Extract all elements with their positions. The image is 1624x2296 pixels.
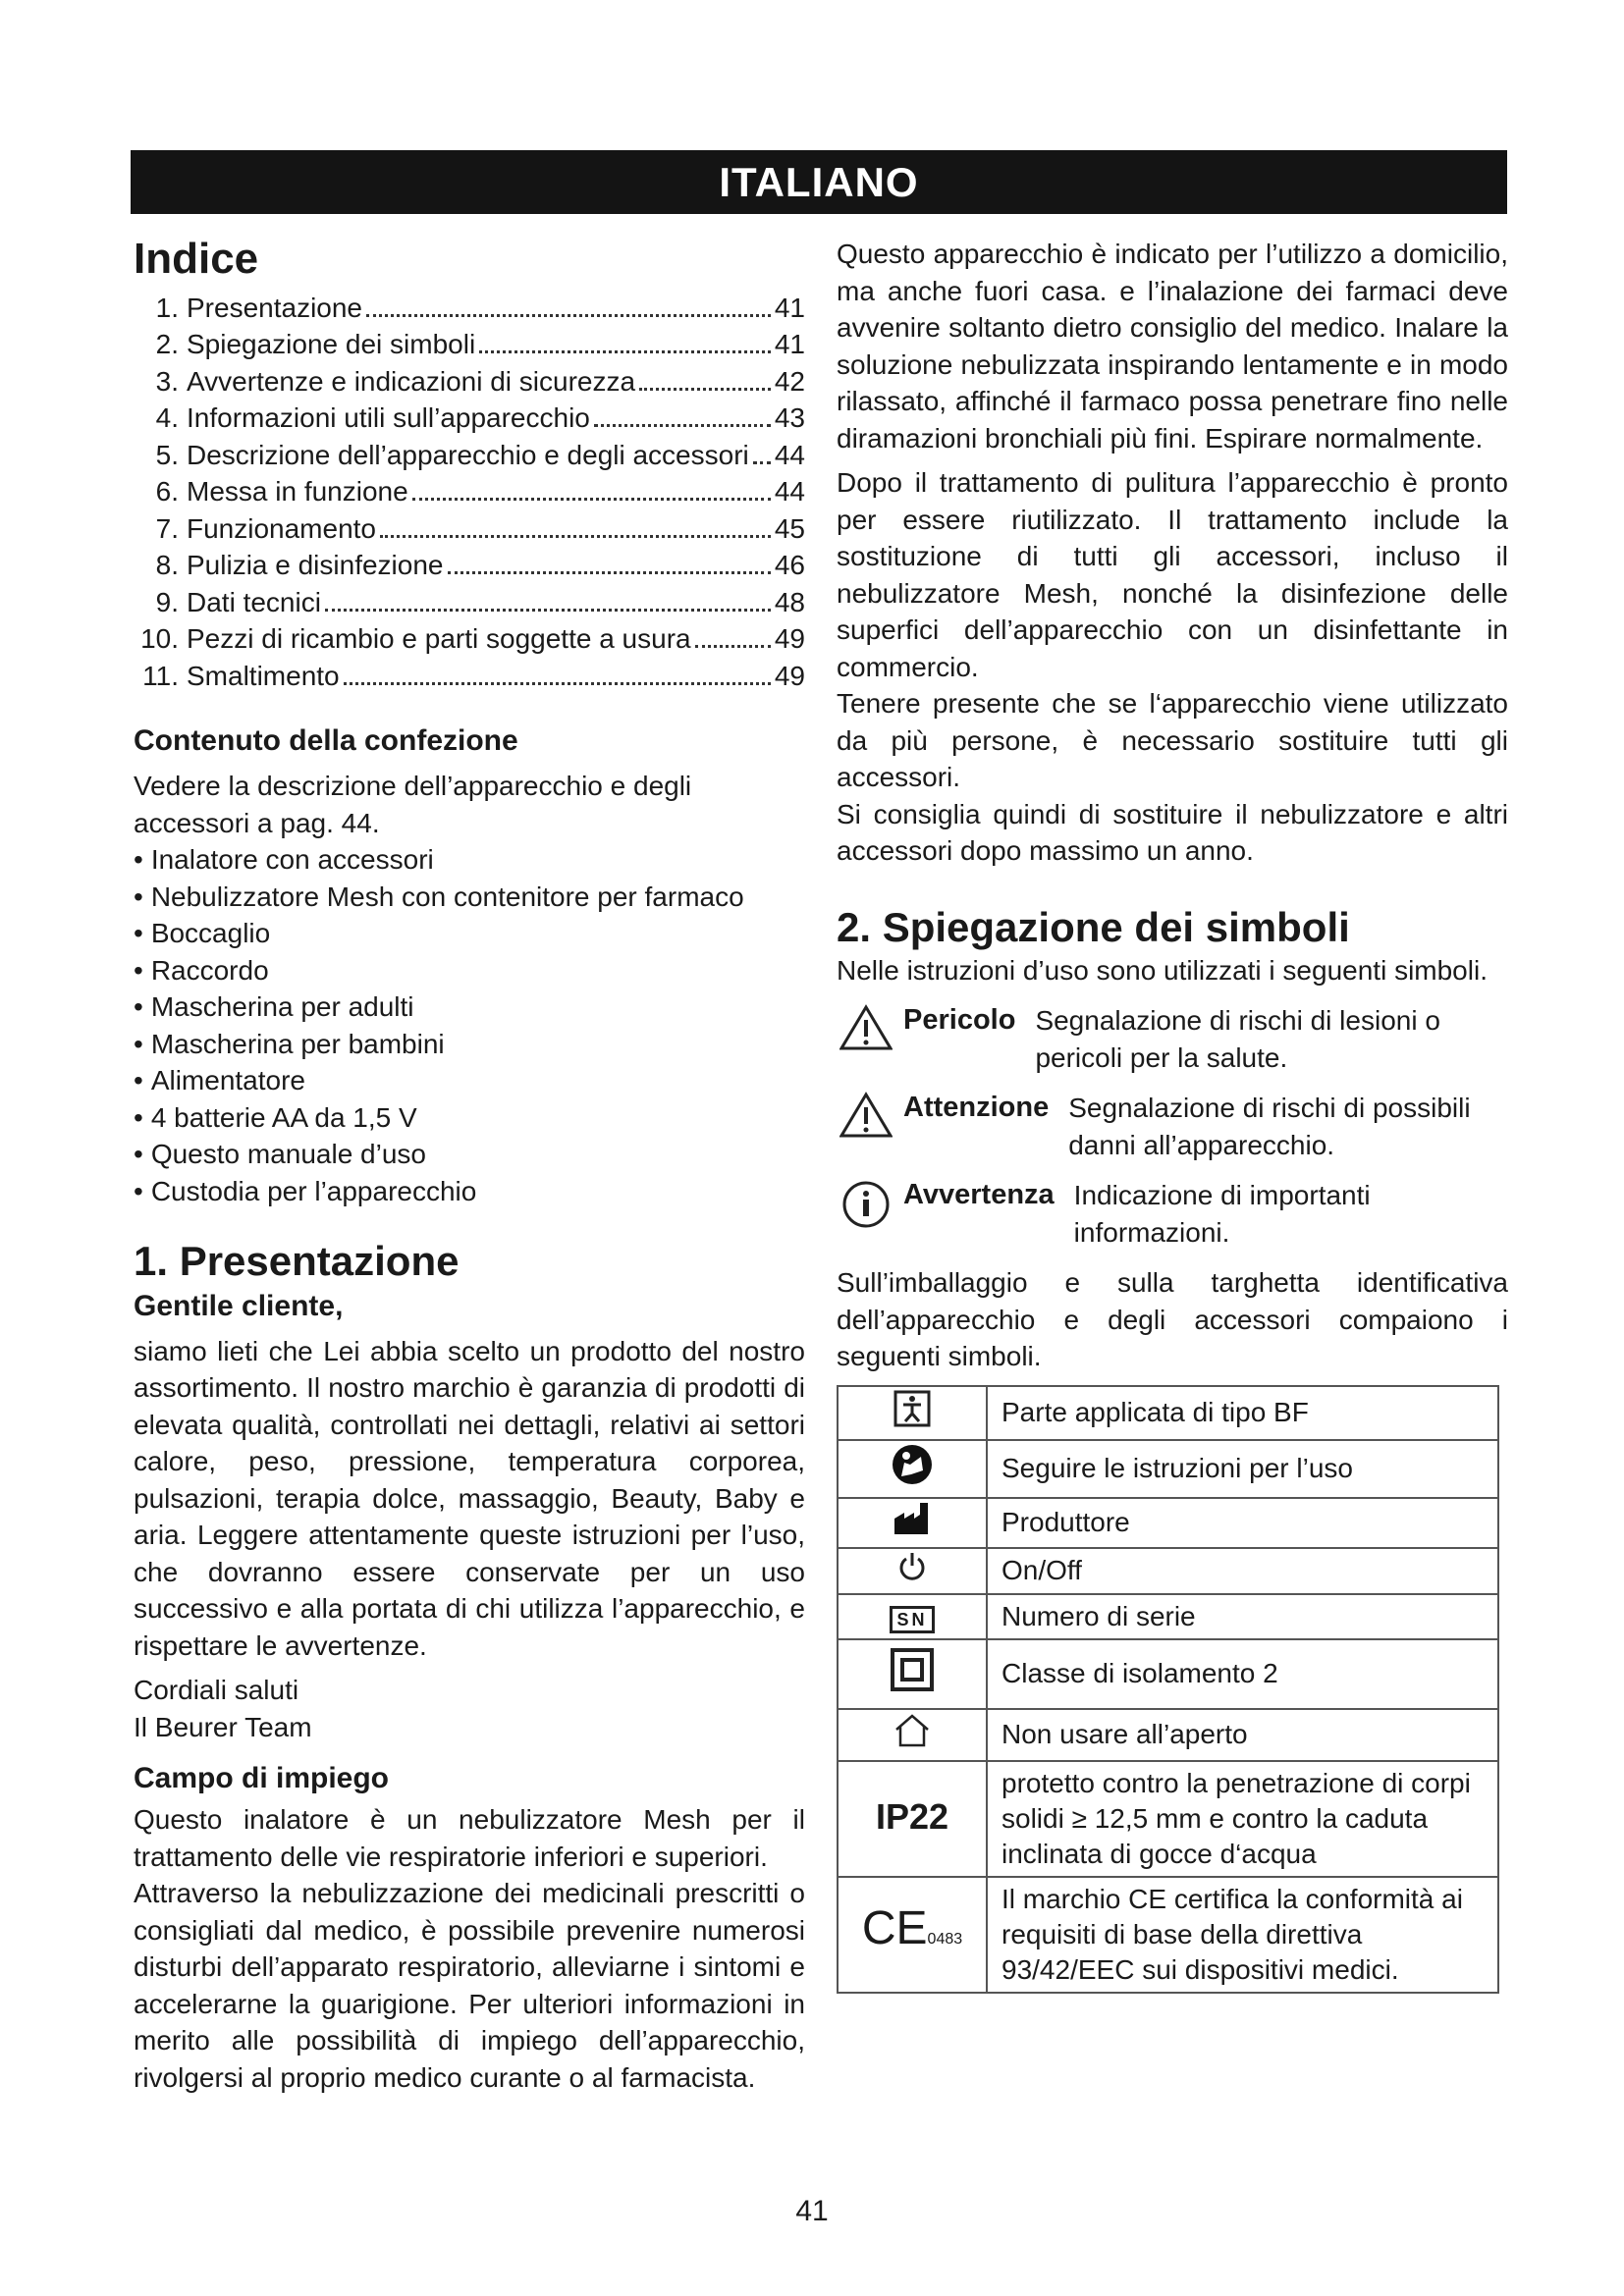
table-row (838, 1594, 1498, 1639)
warning-row-pericolo (837, 1002, 1508, 1076)
toc-item[interactable]: 7. Funzionamento 45 (155, 512, 805, 544)
toc-item[interactable]: 4. Informazioni utili sull’apparecchio 43 (155, 402, 805, 434)
symbols-table (837, 1385, 1499, 1994)
right-column (837, 236, 1508, 1994)
closing-line: Cordiali saluti (134, 1675, 299, 1706)
toc-item[interactable]: 5. Descrizione dell’apparecchio e degli accessori 44 (155, 439, 805, 470)
warning-label: Attenzione (903, 1092, 1050, 1124)
list-item: • Mascherina per bambini (134, 1026, 805, 1063)
campo-p1: Questo inalatore è un nebulizzatore Mesh per il trattamento delle vie respiratorie inferiori e superiori. (134, 1804, 805, 1872)
power-icon (896, 1558, 928, 1588)
table-row (838, 1548, 1498, 1594)
table-row (838, 1639, 1498, 1709)
symbol-text: Parte applicata di tipo BF (987, 1386, 1498, 1440)
warning-label: Avvertenza (903, 1179, 1055, 1211)
table-row (838, 1877, 1498, 1993)
toc-item[interactable]: 3. Avvertenze e indicazioni di sicurezza 42 (155, 365, 805, 397)
table-row (838, 1386, 1498, 1440)
table-row (838, 1709, 1498, 1761)
list-item: • Alimentatore (134, 1062, 805, 1099)
multi-user-paragraph: Tenere presente che se l‘apparecchio viene utilizzato da più persone, è necessario sostituire tutti gli accessori. (837, 688, 1508, 792)
usage-paragraph: Questo apparecchio è indicato per l’utilizzo a domicilio, ma anche fuori casa. e l’inalazione dei farmaci deve avvenire soltanto dietro consiglio del medico. Inalare la soluzione nebulizzata inspirando lentamente e in modo rilassato, affinché il farmaco possa penetrare fino nelle diramazioni bronchiali più fini. Espirare normalmente. (837, 239, 1508, 454)
symbol-text: On/Off (987, 1548, 1498, 1594)
greeting: Gentile cliente, (134, 1289, 344, 1322)
contents-title: Contenuto della confezione (134, 724, 518, 758)
table-intro: Sull’imballaggio e sulla targhetta identificativa dell’apparecchio e degli accessori compaiono i seguenti simboli. (837, 1267, 1508, 1372)
toc-item[interactable]: 8. Pulizia e disinfezione 46 (155, 550, 805, 581)
follow-instructions-icon (891, 1462, 934, 1492)
table-row (838, 1498, 1498, 1548)
left-column (134, 234, 805, 2096)
symbol-text: Non usare all’aperto (987, 1709, 1498, 1761)
serial-number-icon: SN (890, 1606, 934, 1633)
list-item: • Boccaglio (134, 915, 805, 952)
page-number: 41 (795, 2195, 829, 2227)
toc-item[interactable]: 1. Presentazione 41 (155, 292, 805, 323)
toc-item[interactable]: 10. Pezzi di ricambio e parti soggette a usura 49 (140, 623, 805, 655)
toc-item[interactable]: 9. Dati tecnici 48 (155, 586, 805, 617)
symbol-text: Classe di isolamento 2 (987, 1639, 1498, 1709)
list-item: • Questo manuale d’uso (134, 1136, 805, 1173)
info-circle-icon (837, 1177, 895, 1230)
simboli-intro: Nelle istruzioni d’uso sono utilizzati i seguenti simboli. (837, 954, 1488, 986)
list-item: • Mascherina per adulti (134, 988, 805, 1026)
warning-row-avvertenza (837, 1177, 1508, 1251)
symbol-text: protetto contro la penetrazione di corpi solidi ≥ 12,5 mm e contro la caduta inclinata di gocce d‘acqua (987, 1761, 1498, 1877)
toc-item[interactable]: 6. Messa in funzione 44 (155, 476, 805, 507)
warning-row-attenzione (837, 1090, 1508, 1163)
ip-rating-icon: IP22 (875, 1796, 949, 1838)
ce-mark-icon: CE (861, 1902, 928, 1955)
toc-item[interactable]: 2. Spiegazione dei simboli 41 (155, 329, 805, 360)
manufacturer-icon (893, 1512, 932, 1542)
list-item: • Raccordo (134, 952, 805, 989)
warning-desc: Segnalazione di rischi di possibili danni all’apparecchio. (1068, 1093, 1471, 1160)
campo-title: Campo di impiego (134, 1762, 390, 1795)
list-item: • 4 batterie AA da 1,5 V (134, 1099, 805, 1137)
table-of-contents (134, 290, 805, 695)
warning-desc: Indicazione di importanti informazioni. (1073, 1180, 1371, 1248)
warning-triangle-icon (837, 1090, 895, 1139)
warning-desc: Segnalazione di rischi di lesioni o pericoli per la salute. (1035, 1005, 1440, 1073)
table-row (838, 1440, 1498, 1498)
symbol-text: Numero di serie (987, 1594, 1498, 1639)
campo-p2: Attraverso la nebulizzazione dei medicinali prescritti o consigliati dal medico, è possibile prevenire numerosi disturbi dell’apparato respiratorio, alleviarne i sintomi e accelerarne la guarigione. Per ulteriori informazioni in merito alle possibilità di impiego dell’apparecchio, rivolgersi al proprio medico curante o al farmacista. (134, 1878, 805, 2093)
warning-triangle-icon (837, 1002, 895, 1051)
symbol-text: Il marchio CE certifica la conformità ai requisiti di base della direttiva 93/42/EEC sui dispositivi medici. (987, 1877, 1498, 1993)
warning-label: Pericolo (903, 1004, 1016, 1037)
symbol-text: Seguire le istruzioni per l’uso (987, 1440, 1498, 1498)
closing-signature: Il Beurer Team (134, 1711, 312, 1742)
list-item: • Nebulizzatore Mesh con contenitore per farmaco (134, 879, 805, 916)
list-item: • Custodia per l’apparecchio (134, 1173, 805, 1210)
cleaning-paragraph: Dopo il trattamento di pulitura l’apparecchio è pronto per essere riutilizzato. Il trattamento include la sostituzione di tutti gli accessori, incluso il nebulizzatore Mesh, nonché la disinfezione delle superfici dell’apparecchio con un disinfettante in commercio. (837, 467, 1508, 682)
bf-applied-part-icon (893, 1404, 932, 1434)
notified-body-number: 0483 (927, 1931, 963, 1949)
class-ii-icon (891, 1667, 934, 1697)
presentazione-body: siamo lieti che Lei abbia scelto un prodotto del nostro assortimento. Il nostro marchio è garanzia di prodotti di elevata qualità, controllati nei dettagli, relativi ai settori calore, peso, pressione, temperatura corporea, pulsazioni, terapia dolce, massaggio, Beauty, Baby e aria. Leggere attentamente queste istruzioni per l’uso, che dovranno essere conservate per un uso successivo e alla portata di chi utilizza l’apparecchio, e rispettare le avvertenze. (134, 1335, 805, 1661)
presentazione-title: 1. Presentazione (134, 1238, 460, 1285)
table-row (838, 1761, 1498, 1877)
simboli-title: 2. Spiegazione dei simboli (837, 903, 1350, 950)
symbol-text: Produttore (987, 1498, 1498, 1548)
contents-list (134, 841, 805, 1209)
toc-item[interactable]: 11. Smaltimento 49 (142, 660, 805, 691)
language-banner: ITALIANO (131, 150, 1507, 214)
replace-paragraph: Si consiglia quindi di sostituire il nebulizzatore e altri accessori dopo massimo un anno. (837, 798, 1508, 866)
contents-intro: Vedere la descrizione dell’apparecchio e degli accessori a pag. 44. (134, 771, 692, 838)
indoor-use-icon (893, 1725, 932, 1755)
list-item: • Inalatore con accessori (134, 841, 805, 879)
index-title: Indice (134, 235, 259, 283)
